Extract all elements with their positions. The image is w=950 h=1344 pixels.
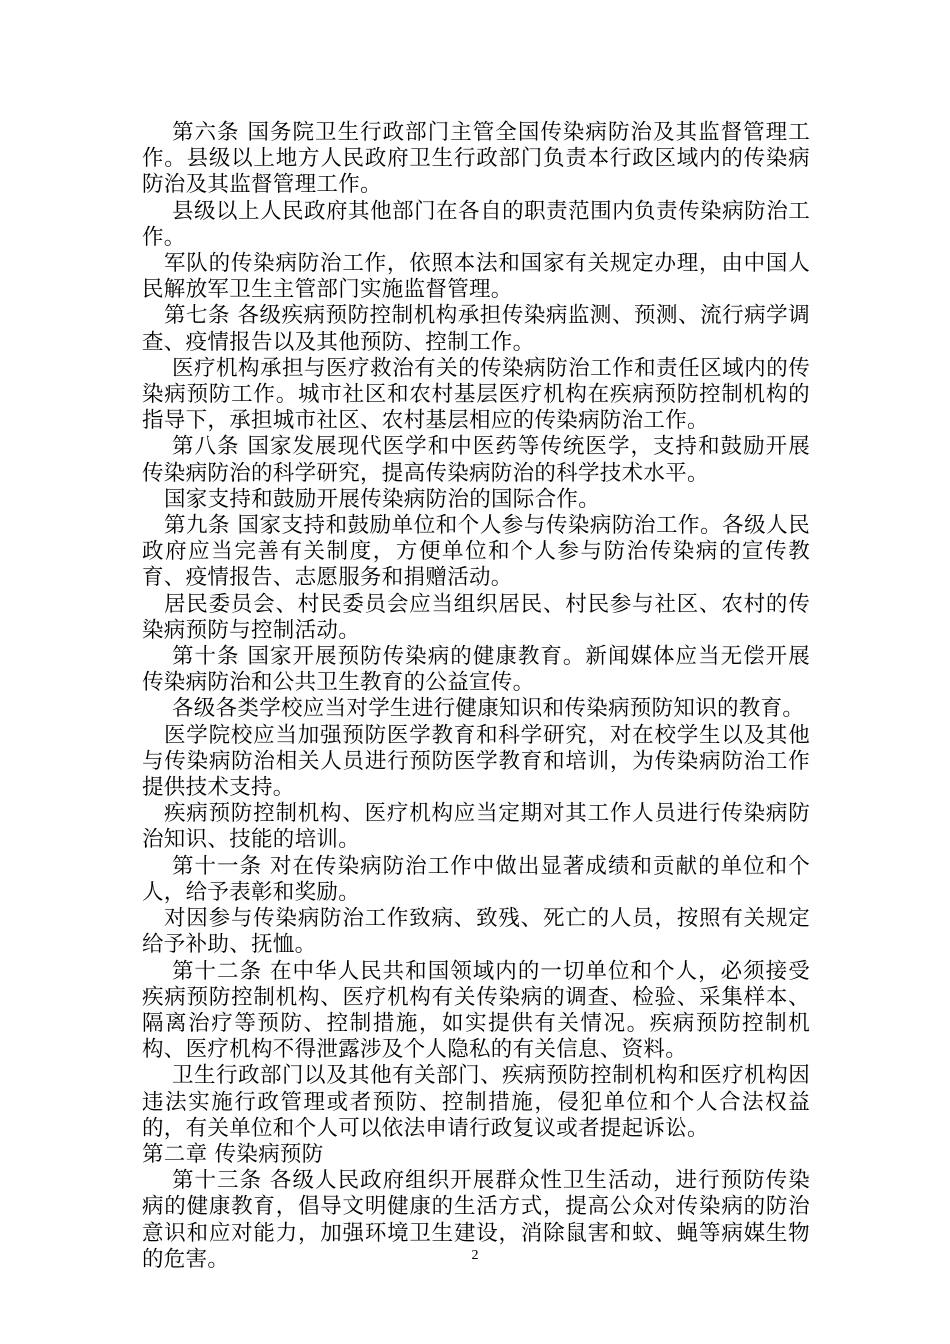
paragraph-article-12: 第十二条 在中华人民共和国领域内的一切单位和个人，必须接受疾病预防控制机构、医疗机构有关传染病的调查、检验、采集样本、隔离治疗等预防、控制措施，如实提供有关情况。疾病预防控制机构、医疗机构不得泄露涉及个人隐私的有关信息、资料。: [142, 958, 810, 1063]
paragraph-article-10-medical-colleges: 医学院校应当加强预防医学教育和科学研究，对在校学生以及其他与传染病防治相关人员进行预防医学教育和培训，为传染病防治工作提供技术支持。: [142, 722, 810, 801]
paragraph-article-10-training: 疾病预防控制机构、医疗机构应当定期对其工作人员进行传染病防治知识、技能的培训。: [142, 801, 810, 853]
paragraph-article-11: 第十一条 对在传染病防治工作中做出显著成绩和贡献的单位和个人，给予表彰和奖励。: [142, 853, 810, 905]
document-body: [142, 120, 810, 1273]
paragraph-article-12-remedies: 卫生行政部门以及其他有关部门、疾病预防控制机构和医疗机构因违法实施行政管理或者预防、控制措施，侵犯单位和个人合法权益的，有关单位和个人可以依法申请行政复议或者提起诉讼。: [142, 1063, 810, 1141]
paragraph-article-6-military: 军队的传染病防治工作，依照本法和国家有关规定办理，由中国人民解放军卫生主管部门实施监督管理。: [142, 251, 810, 303]
paragraph-article-13: 第十三条 各级人民政府组织开展群众性卫生活动，进行预防传染病的健康教育，倡导文明健康的生活方式，提高公众对传染病的防治意识和应对能力，加强环境卫生建设，消除鼠害和蚊、蝇等病媒生物的危害。: [142, 1168, 810, 1272]
paragraph-article-9: 第九条 国家支持和鼓励单位和个人参与传染病防治工作。各级人民政府应当完善有关制度，方便单位和个人参与防治传染病的宣传教育、疫情报告、志愿服务和捐赠活动。: [142, 513, 810, 591]
paragraph-article-10: 第十条 国家开展预防传染病的健康教育。新闻媒体应当无偿开展传染病防治和公共卫生教育的公益宣传。: [142, 644, 810, 696]
paragraph-article-7-medical-institutions: 医疗机构承担与医疗救治有关的传染病防治工作和责任区域内的传染病预防工作。城市社区和农村基层医疗机构在疾病预防控制机构的指导下，承担城市社区、农村基层相应的传染病防治工作。: [142, 355, 810, 434]
paragraph-article-6-other-departments: 县级以上人民政府其他部门在各自的职责范围内负责传染病防治工作。: [142, 198, 810, 250]
page-number: 2: [471, 1248, 479, 1263]
paragraph-article-10-schools: 各级各类学校应当对学生进行健康知识和传染病预防知识的教育。: [172, 696, 805, 722]
paragraph-article-9-committees: 居民委员会、村民委员会应当组织居民、村民参与社区、农村的传染病预防与控制活动。: [142, 591, 810, 643]
paragraph-article-8: 第八条 国家发展现代医学和中医药等传统医学，支持和鼓励开展传染病防治的科学研究，提高传染病防治的科学技术水平。: [142, 434, 810, 486]
paragraph-article-11-compensation: 对因参与传染病防治工作致病、致残、死亡的人员，按照有关规定给予补助、抚恤。: [142, 906, 810, 958]
paragraph-article-7: 第七条 各级疾病预防控制机构承担传染病监测、预测、流行病学调查、疫情报告以及其他预防、控制工作。: [142, 303, 810, 355]
chapter-heading: 第二章 传染病预防: [142, 1141, 324, 1167]
paragraph-article-6: 第六条 国务院卫生行政部门主管全国传染病防治及其监督管理工作。县级以上地方人民政府卫生行政部门负责本行政区域内的传染病防治及其监督管理工作。: [142, 120, 810, 198]
paragraph-article-8-international: 国家支持和鼓励开展传染病防治的国际合作。: [164, 486, 601, 512]
